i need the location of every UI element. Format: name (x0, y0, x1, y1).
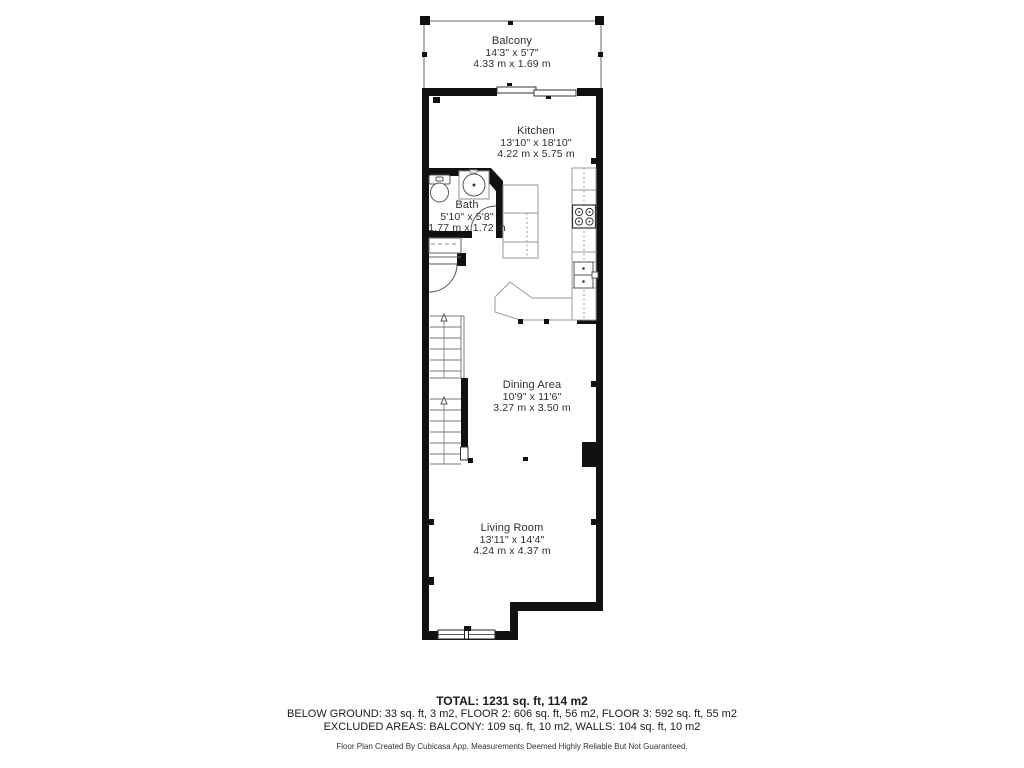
disclaimer-text: Floor Plan Created By Cubicasa App. Measurements Deemed Highly Reliable But Not Guaranteed. (336, 742, 688, 751)
peninsula-counter (495, 282, 572, 320)
room-dim-metric: 4.22 m x 5.75 m (497, 147, 575, 160)
bathroom-sink-icon (459, 170, 489, 199)
room-label-bath (428, 200, 506, 235)
room-name: Balcony (491, 34, 533, 47)
room-dim-imperial: 10'9" x 11'6" (502, 390, 562, 403)
room-dim-metric: 4.33 m x 1.69 m (473, 57, 551, 70)
room-label-kitchen (497, 126, 575, 161)
room-dim-metric: 3.27 m x 3.50 m (493, 401, 571, 414)
room-name: Bath (455, 198, 479, 211)
room-dim-metric: 4.24 m x 4.37 m (473, 544, 551, 557)
excluded-areas-text: EXCLUDED AREAS: BALCONY: 109 sq. ft, 10 m2, WALLS: 104 sq. ft, 10 m2 (323, 720, 701, 733)
stair-divider-wall (461, 378, 474, 463)
hall-door-arc-icon (429, 264, 457, 292)
room-dim-imperial: 14'3" x 5'7" (485, 46, 539, 59)
room-dim-imperial: 13'11" x 14'4" (479, 533, 545, 546)
area-summary (0, 694, 1024, 751)
stairs-icon (430, 316, 464, 464)
floor-areas-text: BELOW GROUND: 33 sq. ft, 3 m2, FLOOR 2: 606 sq. ft, 56 m2, FLOOR 3: 592 sq. ft, 55 m2 (287, 708, 737, 720)
room-name: Kitchen (517, 124, 555, 137)
room-label-balcony (473, 36, 551, 71)
room-dim-imperial: 13'10" x 18'10" (500, 136, 572, 149)
window-icon (438, 626, 495, 639)
closet (429, 238, 461, 257)
toilet-icon (429, 175, 450, 202)
room-name: Living Room (480, 521, 544, 534)
room-name: Dining Area (502, 378, 562, 391)
sliding-door-icon (497, 83, 576, 99)
kitchen-counter (495, 168, 596, 320)
room-dim-imperial: 5'10" x 5'8" (440, 210, 494, 223)
total-area-text: TOTAL: 1231 sq. ft, 114 m2 (436, 694, 588, 708)
room-label-dining (493, 380, 571, 415)
room-label-living (473, 523, 551, 558)
room-dim-metric: 1.77 m x 1.72 m (428, 221, 506, 234)
stove-icon (573, 205, 596, 228)
